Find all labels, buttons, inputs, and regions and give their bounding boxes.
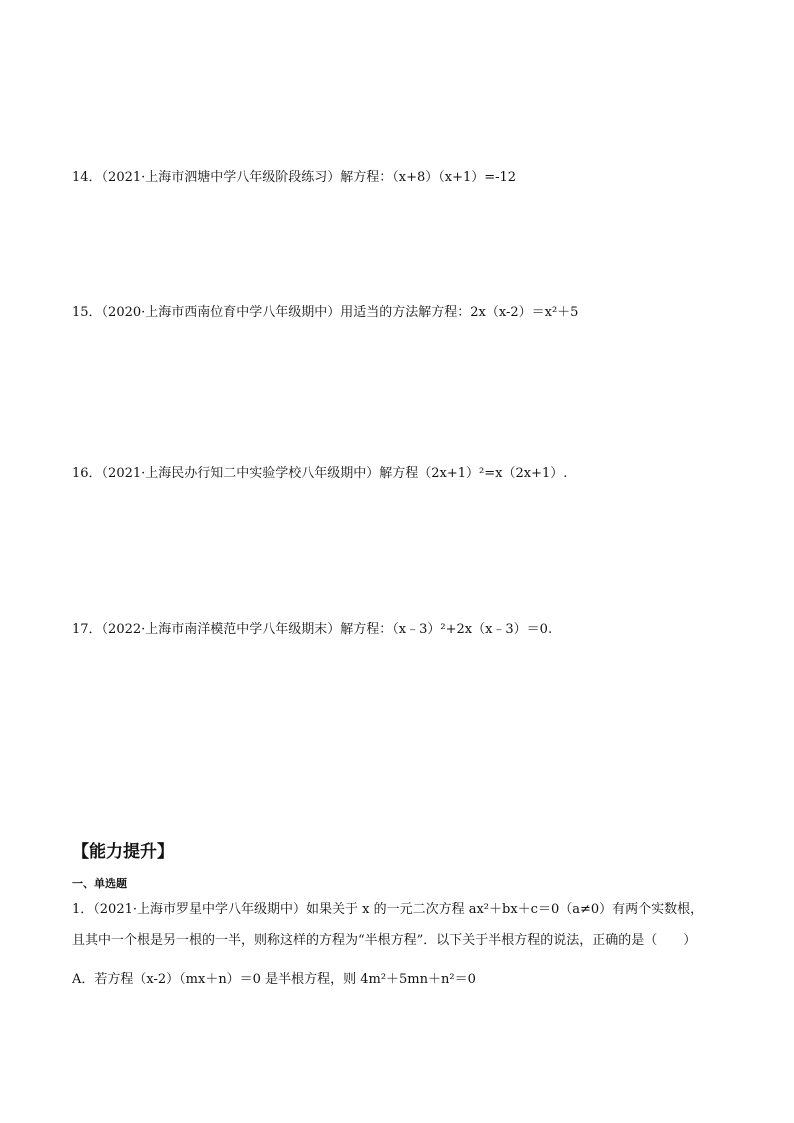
question-17: 17．（2022·上海市南洋模范中学八年级期末）解方程：（x﹣3）²+2x（x﹣3）＝0.	[72, 622, 553, 637]
problem-1-line-1: 1．（2021·上海市罗星中学八年级期中）如果关于 x 的一元二次方程 ax²＋bx＋c＝0（a≠0）有两个实数根，	[72, 902, 704, 917]
question-14: 14．（2021·上海市泗塘中学八年级阶段练习）解方程：（x+8）（x+1）=-12	[72, 170, 517, 185]
problem-1-line-2: 且其中一个根是另一根的一半，则称这样的方程为“半根方程”．以下关于半根方程的说法，正确的是（ ）	[72, 933, 697, 948]
section-title: 【能力提升】	[72, 842, 174, 862]
question-15: 15．（2020·上海市西南位育中学八年级期中）用适当的方法解方程：2x（x-2）＝x²＋5	[72, 305, 579, 320]
section-subtitle: 一、单选题	[72, 877, 127, 890]
problem-1-option-a: A．若方程（x-2）（mx＋n）＝0 是半根方程，则 4m²＋5mn＋n²＝0	[72, 972, 476, 987]
question-16: 16．（2021·上海民办行知二中实验学校八年级期中）解方程（2x+1）²=x（2x+1）.	[72, 466, 568, 481]
